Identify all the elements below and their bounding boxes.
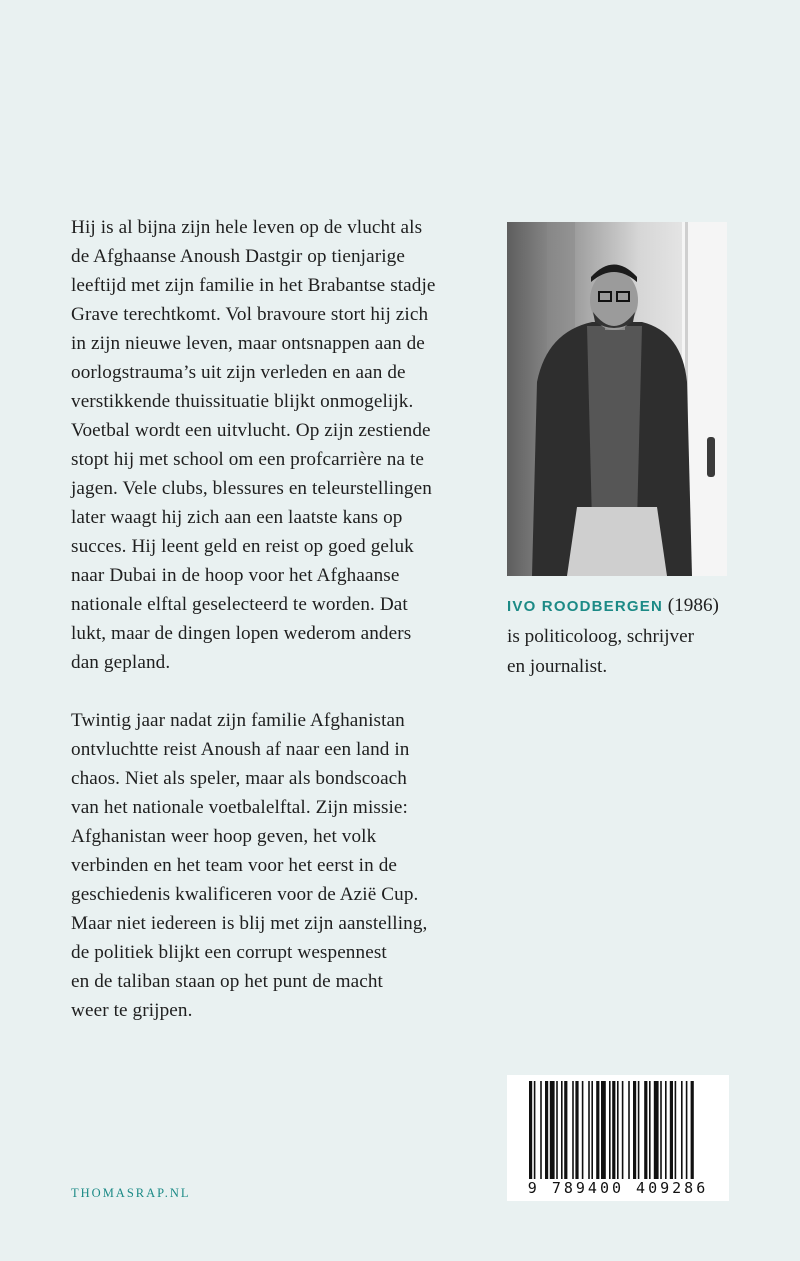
blurb-line: later waagt hij zich aan een laatste kans op [71, 507, 403, 528]
blurb-line: Maar niet iedereen is blij met zijn aanstelling, [71, 913, 428, 934]
isbn-digits: 9 789400 409286 [527, 1179, 709, 1197]
blurb-line: Hij is al bijna zijn hele leven op de vlucht als [71, 217, 423, 238]
barcode-bar [609, 1081, 611, 1179]
barcode-bar [644, 1081, 647, 1179]
blurb-line: van het nationale voetbalelftal. Zijn missie: [71, 797, 408, 818]
barcode-bar [622, 1081, 624, 1179]
barcode-bar [588, 1081, 590, 1179]
author-birth-year: (1986) [667, 595, 719, 616]
barcode-bar [691, 1081, 694, 1179]
blurb-line: Afghanistan weer hoop geven, het volk [71, 826, 377, 847]
blurb-line: weer te grijpen. [71, 1000, 193, 1021]
barcode-bar [633, 1081, 636, 1179]
blurb-line: oorlogstrauma’s uit zijn verleden en aan de [71, 362, 406, 383]
barcode-bar [681, 1081, 683, 1179]
author-name: IVO ROODBERGEN [507, 598, 663, 615]
barcode-bar [550, 1081, 555, 1179]
isbn-barcode [507, 1075, 729, 1201]
blurb-line: Twintig jaar nadat zijn familie Afghanistan [71, 710, 405, 731]
barcode-bar [556, 1081, 558, 1179]
blurb-line: en de taliban staan op het punt de macht [71, 971, 383, 992]
barcode-bar [660, 1081, 662, 1179]
blurb-line: chaos. Niet als speler, maar als bondscoach [71, 768, 407, 789]
blurb-line: dan gepland. [71, 652, 171, 673]
blurb-line: succes. Hij leent geld en reist op goed geluk [71, 536, 414, 557]
author-info [507, 591, 747, 682]
blurb-line: de politiek blijkt een corrupt wespennest [71, 942, 387, 963]
publisher-url: THOMASRAP.NL [71, 1186, 191, 1200]
blurb-line: nationale elftal geselecteerd te worden. Dat [71, 594, 408, 615]
blurb-paragraph-1 [71, 213, 491, 677]
blurb-line: de Afghaanse Anoush Dastgir op tienjarige [71, 246, 405, 267]
isbn-digits-row [507, 1179, 729, 1197]
barcode-bar [575, 1081, 578, 1179]
blurb-line: jagen. Vele clubs, blessures en teleurstellingen [71, 478, 432, 499]
barcode-bar [596, 1081, 599, 1179]
barcode-bar [617, 1081, 619, 1179]
blurb-line: geschiedenis kwalificeren voor de Azië Cup. [71, 884, 419, 905]
author-photo [507, 222, 727, 576]
barcode-bar [591, 1081, 593, 1179]
barcode-bar [572, 1081, 574, 1179]
barcode-bar [561, 1081, 563, 1179]
barcode-bar [601, 1081, 606, 1179]
blurb-line: Voetbal wordt een uitvlucht. Op zijn zestiende [71, 420, 431, 441]
blurb-line: ontvluchtte reist Anoush af naar een land in [71, 739, 410, 760]
barcode-bar [582, 1081, 584, 1179]
barcode-bar [564, 1081, 567, 1179]
barcode-bar [670, 1081, 673, 1179]
blurb-line: in zijn nieuwe leven, maar ontsnappen aan de [71, 333, 425, 354]
back-cover-blurb [71, 213, 491, 1025]
author-portrait-image [507, 222, 727, 576]
barcode-bar [649, 1081, 651, 1179]
blurb-line: verbinden en het team voor het eerst in de [71, 855, 398, 876]
blurb-line: naar Dubai in de hoop voor het Afghaanse [71, 565, 400, 586]
blurb-line: verstikkende thuissituatie blijkt onmogelijk. [71, 391, 414, 412]
blurb-line: stopt hij met school om een profcarrière na te [71, 449, 425, 470]
barcode-bar [534, 1081, 536, 1179]
blurb-line: Grave terechtkomt. Vol bravoure stort hij zich [71, 304, 429, 325]
blurb-paragraph-2 [71, 706, 491, 1025]
barcode-bar [529, 1081, 532, 1179]
barcode-bar [545, 1081, 548, 1179]
barcode-bar [665, 1081, 667, 1179]
barcode-bar [628, 1081, 630, 1179]
author-bio-line: en journalist. [507, 656, 608, 677]
author-bio-line: is politicoloog, schrijver [507, 626, 695, 647]
barcode-bar [540, 1081, 542, 1179]
barcode-bar [612, 1081, 615, 1179]
barcode-bar [686, 1081, 688, 1179]
barcode-bar [675, 1081, 677, 1179]
blurb-line: leeftijd met zijn familie in het Brabantse stadje [71, 275, 436, 296]
barcode-bar [638, 1081, 640, 1179]
author-name-line [507, 591, 747, 622]
blurb-line: lukt, maar de dingen lopen wederom anders [71, 623, 412, 644]
barcode-bar [654, 1081, 659, 1179]
